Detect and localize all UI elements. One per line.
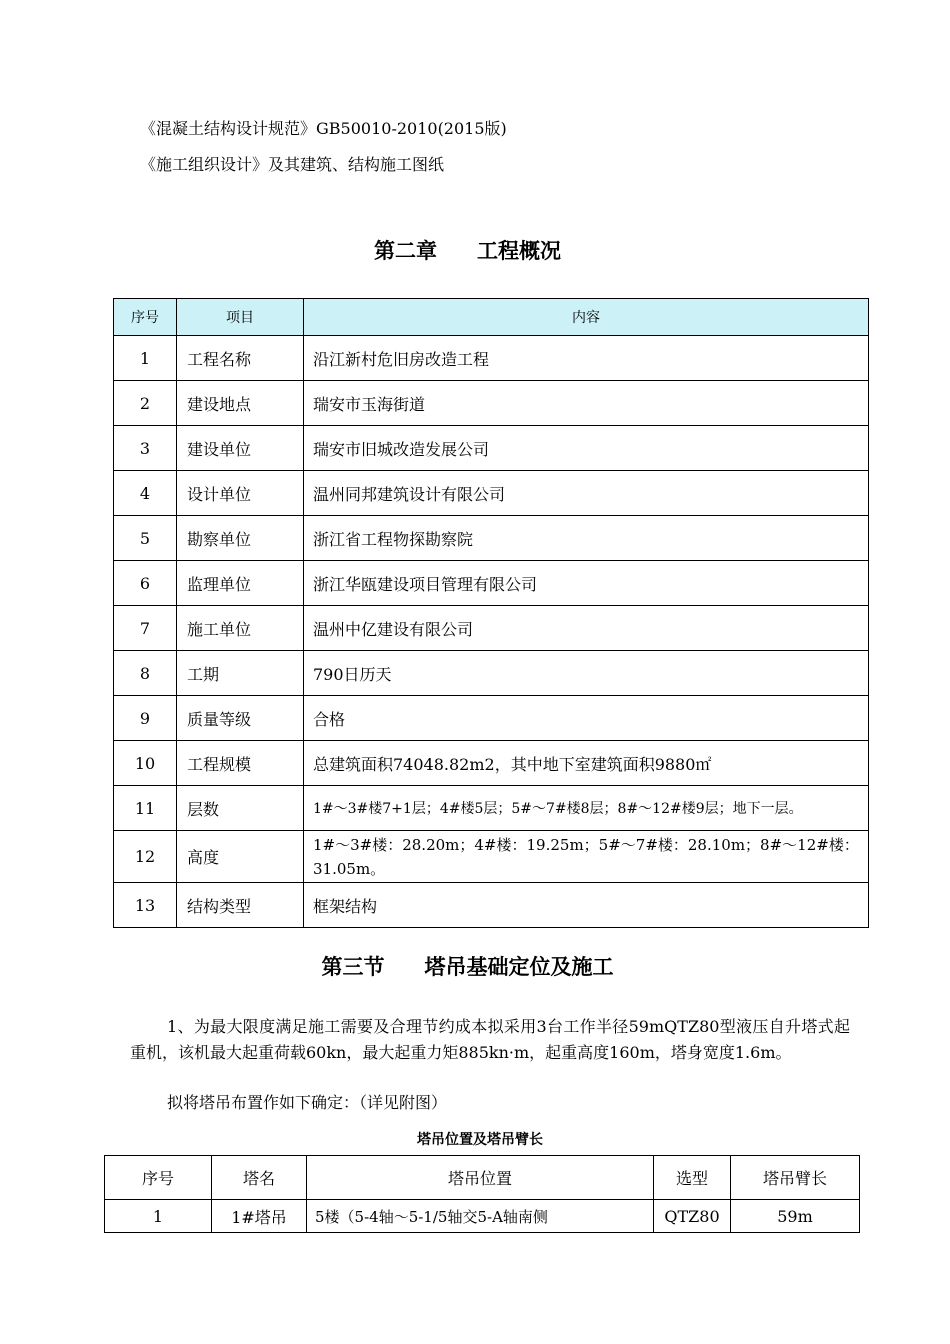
row-arm: 59m [731, 1200, 860, 1233]
row-no: 3 [114, 426, 177, 471]
body-paragraph-2: 拟将塔吊布置作如下确定：（详见附图） [167, 1093, 448, 1112]
row-no: 9 [114, 696, 177, 741]
table-row [114, 426, 869, 471]
row-no: 6 [114, 561, 177, 606]
row-item: 勘察单位 [177, 516, 304, 561]
table-row [114, 381, 869, 426]
header-position: 塔吊位置 [307, 1156, 654, 1200]
row-content: 瑞安市旧城改造发展公司 [304, 426, 869, 471]
row-item: 施工单位 [177, 606, 304, 651]
row-no: 4 [114, 471, 177, 516]
row-content: 浙江省工程物探勘察院 [304, 516, 869, 561]
row-item: 质量等级 [177, 696, 304, 741]
row-no: 5 [114, 516, 177, 561]
row-no: 13 [114, 883, 177, 928]
header-arm: 塔吊臂长 [731, 1156, 860, 1200]
row-item: 结构类型 [177, 883, 304, 928]
table-row [114, 651, 869, 696]
row-content: 框架结构 [304, 883, 869, 928]
row-item: 建设单位 [177, 426, 304, 471]
row-content: 浙江华瓯建设项目管理有限公司 [304, 561, 869, 606]
row-item: 设计单位 [177, 471, 304, 516]
header-model: 选型 [654, 1156, 731, 1200]
chapter-label: 第二章 [374, 239, 437, 263]
row-model: QTZ80 [654, 1200, 731, 1233]
row-content: 瑞安市玉海街道 [304, 381, 869, 426]
table-row [114, 883, 869, 928]
header-item: 项目 [177, 299, 304, 336]
reference-line-2: 《施工组织设计》及其建筑、结构施工图纸 [140, 155, 445, 174]
section-heading [0, 951, 935, 981]
header-content: 内容 [304, 299, 869, 336]
tower-crane-table [104, 1155, 860, 1233]
table-row [114, 516, 869, 561]
row-content: 沿江新村危旧房改造工程 [304, 336, 869, 381]
row-no: 12 [114, 831, 177, 883]
chapter-heading [0, 235, 935, 265]
project-overview-table [113, 298, 869, 928]
row-item: 监理单位 [177, 561, 304, 606]
row-item: 工期 [177, 651, 304, 696]
table-row [114, 471, 869, 516]
header-name: 塔名 [212, 1156, 307, 1200]
body-paragraph: 1、为最大限度满足施工需要及合理节约成本拟采用3台工作半径59mQTZ80型液压自升塔式起重机，该机最大起重荷载60kn，最大起重力矩885kn·m，起重高度160m，塔身宽度1.6m。 [130, 1017, 850, 1062]
row-no: 1 [114, 336, 177, 381]
section-label: 第三节 [321, 955, 385, 979]
row-content: 合格 [304, 696, 869, 741]
table-row [114, 786, 869, 831]
table-row [105, 1200, 860, 1233]
row-content: 1#～3#楼7+1层；4#楼5层；5#～7#楼8层；8#～12#楼9层；地下一层。 [304, 786, 869, 831]
table-row [114, 336, 869, 381]
row-item: 高度 [177, 831, 304, 883]
header-no: 序号 [105, 1156, 212, 1200]
row-no: 1 [105, 1200, 212, 1233]
table-row [114, 561, 869, 606]
row-item: 层数 [177, 786, 304, 831]
chapter-title: 工程概况 [477, 239, 561, 263]
header-no: 序号 [114, 299, 177, 336]
row-no: 2 [114, 381, 177, 426]
table-row [114, 606, 869, 651]
row-name: 1#塔吊 [212, 1200, 307, 1233]
row-content: 总建筑面积74048.82m2，其中地下室建筑面积9880㎡ [304, 741, 869, 786]
table-row [114, 696, 869, 741]
row-content: 温州同邦建筑设计有限公司 [304, 471, 869, 516]
row-content: 1#～3#楼：28.20m；4#楼：19.25m；5#～7#楼：28.10m；8#～12#楼：31.05m。 [304, 831, 869, 883]
reference-line-1: 《混凝土结构设计规范》GB50010-2010(2015版) [140, 119, 507, 138]
row-item: 建设地点 [177, 381, 304, 426]
table-header-row [114, 299, 869, 336]
table-row [114, 831, 869, 883]
table-caption: 塔吊位置及塔吊臂长 [417, 1132, 543, 1148]
row-item: 工程名称 [177, 336, 304, 381]
row-content: 790日历天 [304, 651, 869, 696]
row-no: 10 [114, 741, 177, 786]
section-title: 塔吊基础定位及施工 [424, 955, 614, 979]
row-content: 温州中亿建设有限公司 [304, 606, 869, 651]
row-no: 7 [114, 606, 177, 651]
row-position: 5楼（5-4轴～5-1/5轴交5-A轴南侧 [307, 1200, 654, 1233]
row-no: 11 [114, 786, 177, 831]
table-header-row [105, 1156, 860, 1200]
row-item: 工程规模 [177, 741, 304, 786]
table-row [114, 741, 869, 786]
row-no: 8 [114, 651, 177, 696]
